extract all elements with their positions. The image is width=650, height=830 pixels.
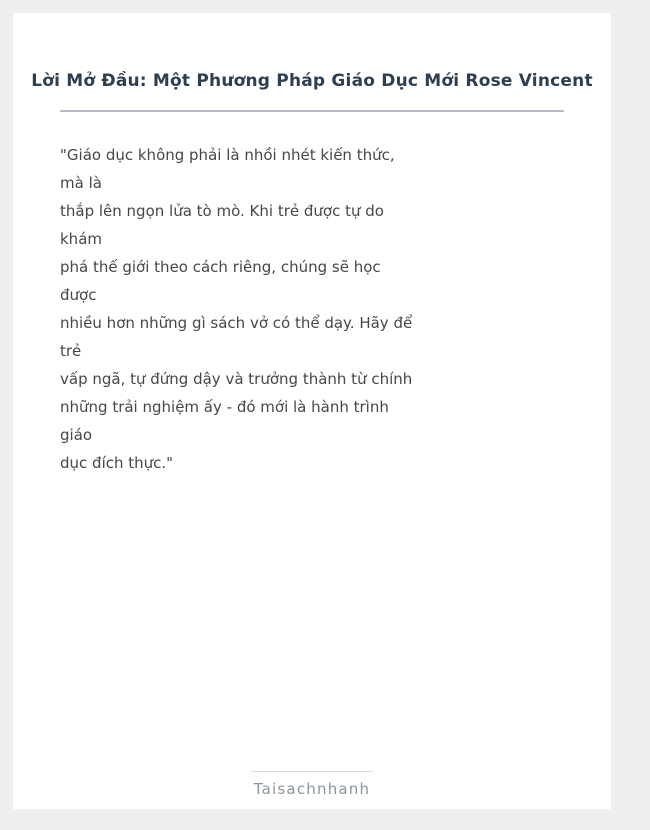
brand-label: Taisachnhanh	[253, 780, 371, 798]
body-line: khám	[60, 230, 102, 248]
body-line: những trải nghiệm ấy - đó mới là hành trình	[60, 398, 389, 416]
body-line: trẻ	[60, 342, 82, 360]
page-footer	[13, 771, 611, 799]
title-divider	[60, 110, 564, 112]
body-line: được	[60, 286, 97, 304]
body-line: giáo	[60, 426, 93, 444]
document-body	[60, 141, 581, 477]
body-line: dục đích thực."	[60, 454, 174, 472]
title-container	[13, 70, 611, 93]
body-line: phá thế giới theo cách riêng, chúng sẽ học	[60, 258, 381, 276]
body-line: mà là	[60, 174, 102, 192]
body-line: nhiều hơn những gì sách vở có thể dạy. Hãy để	[60, 314, 413, 332]
body-line: vấp ngã, tự đứng dậy và trưởng thành từ chính	[60, 370, 413, 388]
document-page	[13, 13, 611, 809]
body-line: thắp lên ngọn lửa tò mò. Khi trẻ được tự do	[60, 202, 384, 220]
body-line: "Giáo dục không phải là nhồi nhét kiến thức,	[60, 146, 395, 164]
footer-divider	[251, 771, 373, 772]
page-title: Lời Mở Đầu: Một Phương Pháp Giáo Dục Mới Rose Vincent	[31, 71, 593, 91]
